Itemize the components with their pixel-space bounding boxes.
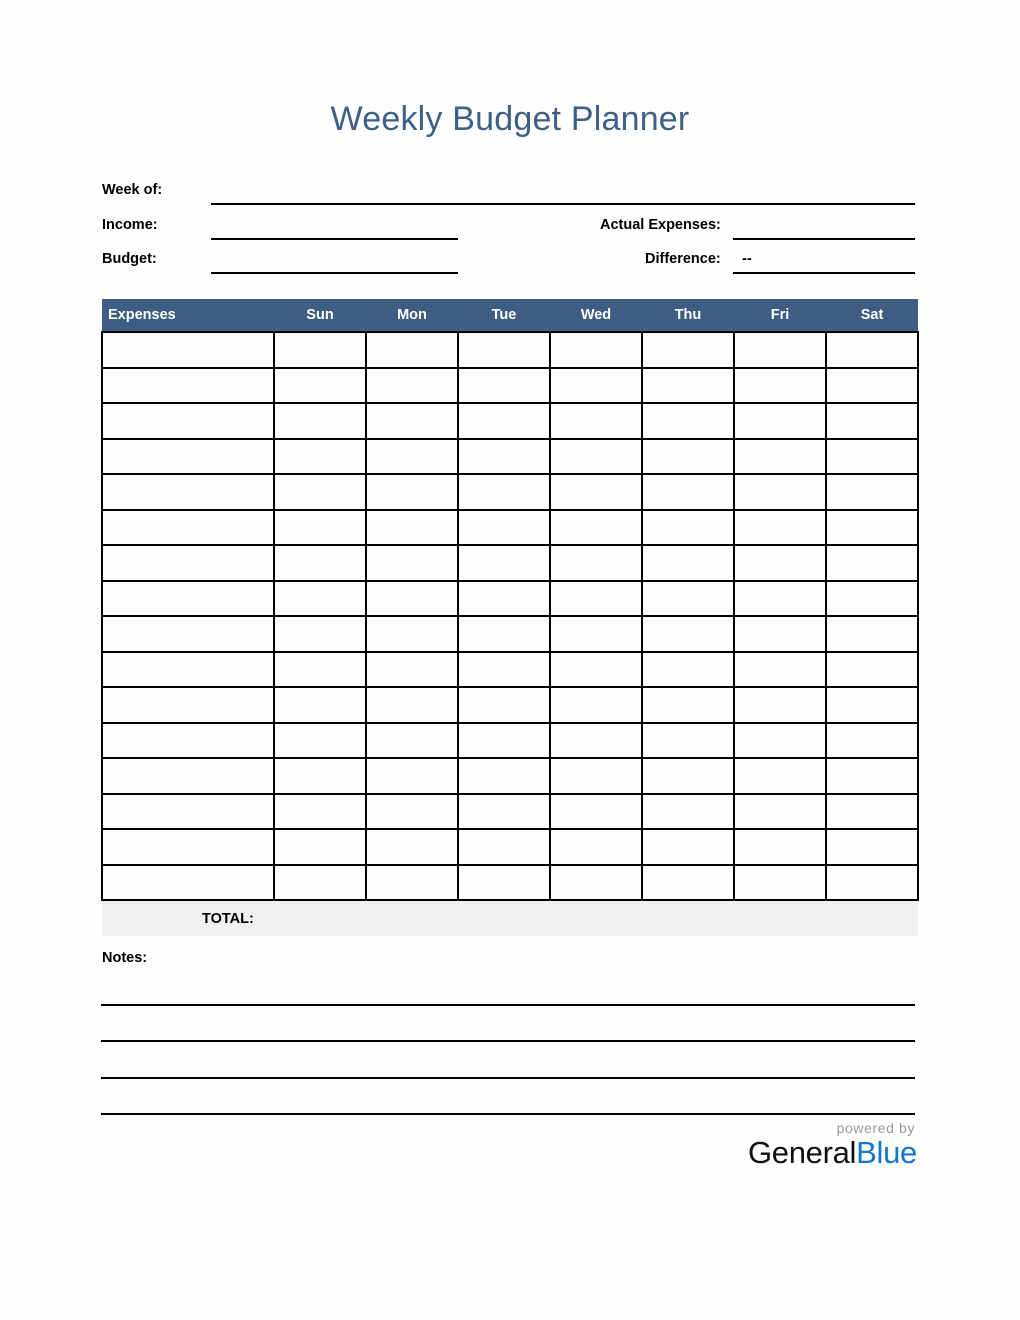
expense-name-cell[interactable] xyxy=(102,510,274,546)
expense-amount-cell[interactable] xyxy=(458,510,550,546)
table-row xyxy=(102,581,918,617)
expense-amount-cell[interactable] xyxy=(274,545,366,581)
expense-amount-cell[interactable] xyxy=(734,332,826,368)
expense-amount-cell[interactable] xyxy=(642,687,734,723)
expense-amount-cell[interactable] xyxy=(458,652,550,688)
expense-name-cell[interactable] xyxy=(102,545,274,581)
expense-amount-cell[interactable] xyxy=(734,439,826,475)
table-row xyxy=(102,829,918,865)
total-cell-thu[interactable] xyxy=(642,900,734,936)
notes-label: Notes: xyxy=(102,950,148,966)
expense-amount-cell[interactable] xyxy=(734,581,826,617)
expense-amount-cell[interactable] xyxy=(642,616,734,652)
expense-amount-cell[interactable] xyxy=(458,723,550,759)
week-of-label: Week of: xyxy=(102,182,163,198)
table-row xyxy=(102,510,918,546)
expense-amount-cell[interactable] xyxy=(274,687,366,723)
expense-amount-cell[interactable] xyxy=(366,616,458,652)
expense-amount-cell[interactable] xyxy=(826,368,918,404)
column-header-fri: Fri xyxy=(734,299,826,332)
expense-amount-cell[interactable] xyxy=(274,865,366,901)
expense-name-cell[interactable] xyxy=(102,794,274,830)
expense-amount-cell[interactable] xyxy=(366,758,458,794)
expense-amount-cell[interactable] xyxy=(826,829,918,865)
expense-amount-cell[interactable] xyxy=(826,332,918,368)
expense-amount-cell[interactable] xyxy=(366,581,458,617)
brand-name-blue: Blue xyxy=(856,1135,917,1170)
powered-by-text: powered by xyxy=(836,1120,915,1136)
page-title: Weekly Budget Planner xyxy=(330,100,690,138)
expense-amount-cell[interactable] xyxy=(366,865,458,901)
total-cell-sat[interactable] xyxy=(826,900,918,936)
expense-amount-cell[interactable] xyxy=(550,652,642,688)
total-cell-fri[interactable] xyxy=(734,900,826,936)
expense-amount-cell[interactable] xyxy=(550,368,642,404)
table-row xyxy=(102,403,918,439)
total-cell-mon[interactable] xyxy=(366,900,458,936)
week-of-input[interactable] xyxy=(211,203,915,205)
expense-amount-cell[interactable] xyxy=(458,403,550,439)
expense-amount-cell[interactable] xyxy=(366,403,458,439)
expense-amount-cell[interactable] xyxy=(550,829,642,865)
expense-amount-cell[interactable] xyxy=(458,794,550,830)
expense-amount-cell[interactable] xyxy=(550,758,642,794)
expense-name-cell[interactable] xyxy=(102,403,274,439)
table-row xyxy=(102,332,918,368)
expense-amount-cell[interactable] xyxy=(550,439,642,475)
expense-amount-cell[interactable] xyxy=(274,723,366,759)
table-row xyxy=(102,616,918,652)
budget-input[interactable] xyxy=(211,272,458,274)
table-row xyxy=(102,758,918,794)
expense-amount-cell[interactable] xyxy=(826,510,918,546)
column-header-wed: Wed xyxy=(550,299,642,332)
expense-amount-cell[interactable] xyxy=(550,474,642,510)
expense-amount-cell[interactable] xyxy=(550,723,642,759)
table-row xyxy=(102,474,918,510)
expense-amount-cell[interactable] xyxy=(274,581,366,617)
column-header-tue: Tue xyxy=(458,299,550,332)
expense-amount-cell[interactable] xyxy=(458,616,550,652)
expense-amount-cell[interactable] xyxy=(734,474,826,510)
expense-amount-cell[interactable] xyxy=(458,439,550,475)
expense-amount-cell[interactable] xyxy=(458,474,550,510)
expense-amount-cell[interactable] xyxy=(458,865,550,901)
expense-name-cell[interactable] xyxy=(102,368,274,404)
expense-amount-cell[interactable] xyxy=(274,403,366,439)
expense-amount-cell[interactable] xyxy=(366,652,458,688)
expense-amount-cell[interactable] xyxy=(274,758,366,794)
expense-amount-cell[interactable] xyxy=(366,545,458,581)
expense-amount-cell[interactable] xyxy=(826,474,918,510)
brand-name-general: General xyxy=(747,1135,857,1170)
expense-amount-cell[interactable] xyxy=(642,545,734,581)
table-row xyxy=(102,368,918,404)
expense-amount-cell[interactable] xyxy=(734,403,826,439)
column-header-sat: Sat xyxy=(826,299,918,332)
expense-amount-cell[interactable] xyxy=(550,403,642,439)
actual-expenses-input[interactable] xyxy=(733,238,915,240)
expense-amount-cell[interactable] xyxy=(274,474,366,510)
expense-amount-cell[interactable] xyxy=(734,723,826,759)
table-row xyxy=(102,439,918,475)
expense-amount-cell[interactable] xyxy=(734,865,826,901)
column-header-mon: Mon xyxy=(366,299,458,332)
expense-amount-cell[interactable] xyxy=(826,794,918,830)
expense-amount-cell[interactable] xyxy=(642,758,734,794)
expense-amount-cell[interactable] xyxy=(550,794,642,830)
expense-amount-cell[interactable] xyxy=(366,687,458,723)
expense-amount-cell[interactable] xyxy=(458,332,550,368)
expense-amount-cell[interactable] xyxy=(458,368,550,404)
expense-amount-cell[interactable] xyxy=(274,368,366,404)
expense-amount-cell[interactable] xyxy=(826,865,918,901)
expense-name-cell[interactable] xyxy=(102,723,274,759)
table-row xyxy=(102,652,918,688)
expense-amount-cell[interactable] xyxy=(642,723,734,759)
expense-amount-cell[interactable] xyxy=(826,581,918,617)
income-input[interactable] xyxy=(211,238,458,240)
expense-amount-cell[interactable] xyxy=(826,403,918,439)
difference-label: Difference: xyxy=(645,251,721,267)
expense-amount-cell[interactable] xyxy=(274,794,366,830)
expense-amount-cell[interactable] xyxy=(734,616,826,652)
expense-amount-cell[interactable] xyxy=(826,439,918,475)
notes-line-4[interactable] xyxy=(101,1113,915,1115)
expense-amount-cell[interactable] xyxy=(366,510,458,546)
expense-amount-cell[interactable] xyxy=(734,794,826,830)
expense-amount-cell[interactable] xyxy=(642,474,734,510)
expense-amount-cell[interactable] xyxy=(550,616,642,652)
expense-amount-cell[interactable] xyxy=(642,332,734,368)
expense-amount-cell[interactable] xyxy=(366,439,458,475)
expense-amount-cell[interactable] xyxy=(366,723,458,759)
column-header-thu: Thu xyxy=(642,299,734,332)
expense-amount-cell[interactable] xyxy=(366,368,458,404)
total-cell-sun[interactable] xyxy=(274,900,366,936)
table-row xyxy=(102,723,918,759)
expense-amount-cell[interactable] xyxy=(274,652,366,688)
expense-amount-cell[interactable] xyxy=(826,616,918,652)
expense-amount-cell[interactable] xyxy=(274,439,366,475)
expense-amount-cell[interactable] xyxy=(550,865,642,901)
total-label: TOTAL: xyxy=(102,900,274,936)
expense-amount-cell[interactable] xyxy=(642,865,734,901)
expense-amount-cell[interactable] xyxy=(734,545,826,581)
table-row xyxy=(102,545,918,581)
expenses-table xyxy=(101,299,919,936)
expense-amount-cell[interactable] xyxy=(458,829,550,865)
income-label: Income: xyxy=(102,217,158,233)
expense-amount-cell[interactable] xyxy=(550,687,642,723)
expense-amount-cell[interactable] xyxy=(642,510,734,546)
expense-amount-cell[interactable] xyxy=(826,545,918,581)
expense-amount-cell[interactable] xyxy=(274,616,366,652)
expense-amount-cell[interactable] xyxy=(734,510,826,546)
expense-name-cell[interactable] xyxy=(102,865,274,901)
difference-field xyxy=(733,272,915,274)
expense-amount-cell[interactable] xyxy=(826,723,918,759)
expense-amount-cell[interactable] xyxy=(366,474,458,510)
expense-amount-cell[interactable] xyxy=(734,652,826,688)
expense-amount-cell[interactable] xyxy=(550,332,642,368)
expense-name-cell[interactable] xyxy=(102,652,274,688)
expense-amount-cell[interactable] xyxy=(366,332,458,368)
expense-amount-cell[interactable] xyxy=(642,439,734,475)
expense-amount-cell[interactable] xyxy=(826,687,918,723)
expense-amount-cell[interactable] xyxy=(274,510,366,546)
expense-name-cell[interactable] xyxy=(102,439,274,475)
expense-amount-cell[interactable] xyxy=(458,545,550,581)
expense-amount-cell[interactable] xyxy=(642,403,734,439)
expense-amount-cell[interactable] xyxy=(366,829,458,865)
expense-name-cell[interactable] xyxy=(102,616,274,652)
expense-name-cell[interactable] xyxy=(102,758,274,794)
notes-line-2[interactable] xyxy=(101,1040,915,1042)
budget-label: Budget: xyxy=(102,251,157,267)
table-row xyxy=(102,687,918,723)
expense-name-cell[interactable] xyxy=(102,332,274,368)
expense-name-cell[interactable] xyxy=(102,474,274,510)
expense-amount-cell[interactable] xyxy=(458,687,550,723)
expense-amount-cell[interactable] xyxy=(550,581,642,617)
expense-amount-cell[interactable] xyxy=(274,332,366,368)
expense-amount-cell[interactable] xyxy=(642,829,734,865)
column-header-sun: Sun xyxy=(274,299,366,332)
expense-amount-cell[interactable] xyxy=(458,581,550,617)
expense-amount-cell[interactable] xyxy=(734,758,826,794)
expense-amount-cell[interactable] xyxy=(826,652,918,688)
expense-amount-cell[interactable] xyxy=(642,368,734,404)
expenses-table-body xyxy=(102,332,918,900)
difference-value: -- xyxy=(742,251,752,267)
actual-expenses-label: Actual Expenses: xyxy=(600,217,721,233)
expense-amount-cell[interactable] xyxy=(550,545,642,581)
expense-amount-cell[interactable] xyxy=(734,687,826,723)
total-row xyxy=(102,900,918,936)
table-header-row xyxy=(102,299,918,332)
table-row xyxy=(102,865,918,901)
expense-name-cell[interactable] xyxy=(102,581,274,617)
expense-amount-cell[interactable] xyxy=(642,581,734,617)
notes-line-3[interactable] xyxy=(101,1077,915,1079)
expense-amount-cell[interactable] xyxy=(734,829,826,865)
total-cell-tue[interactable] xyxy=(458,900,550,936)
expense-amount-cell[interactable] xyxy=(642,652,734,688)
column-header-expenses: Expenses xyxy=(102,299,274,332)
expense-amount-cell[interactable] xyxy=(274,829,366,865)
brand-wordmark xyxy=(748,1137,917,1170)
table-row xyxy=(102,794,918,830)
expense-amount-cell[interactable] xyxy=(458,758,550,794)
expense-name-cell[interactable] xyxy=(102,829,274,865)
total-cell-wed[interactable] xyxy=(550,900,642,936)
expense-amount-cell[interactable] xyxy=(826,758,918,794)
expense-amount-cell[interactable] xyxy=(550,510,642,546)
expense-amount-cell[interactable] xyxy=(734,368,826,404)
expense-amount-cell[interactable] xyxy=(366,794,458,830)
expense-name-cell[interactable] xyxy=(102,687,274,723)
generalblue-logo xyxy=(748,1120,917,1170)
notes-line-1[interactable] xyxy=(101,1004,915,1006)
expense-amount-cell[interactable] xyxy=(642,794,734,830)
